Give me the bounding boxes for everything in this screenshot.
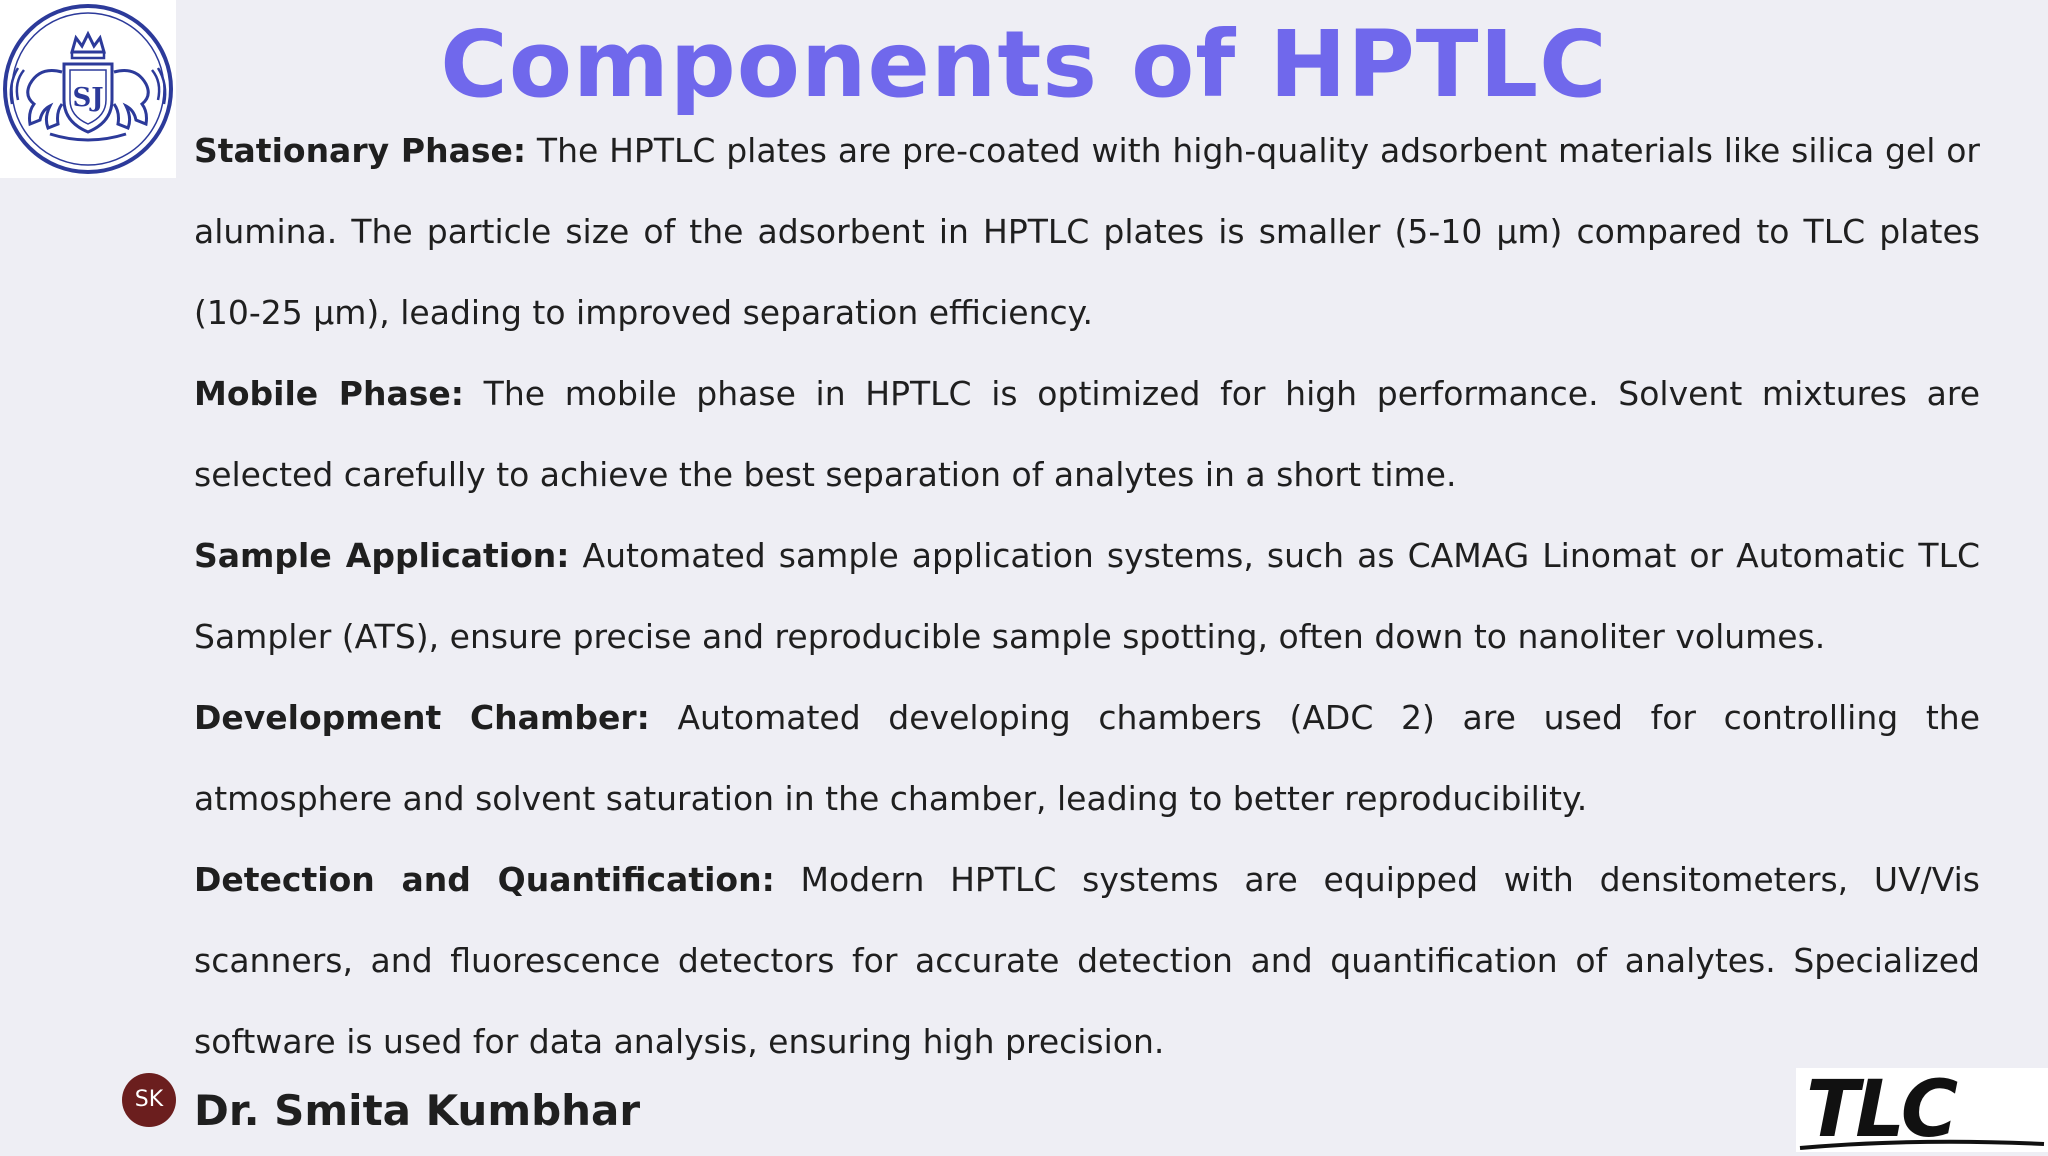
paragraph-text: The HPTLC plates are pre-coated with high-quality adsorbent materials like silica gel or alumina. The particle size of the adsorbent in HPTLC plates is smaller (5-10 µm) compared to TLC plates (10-25 µm), leading to improved separation efficiency. [194,131,1980,332]
paragraph-development-chamber [194,677,1980,839]
paragraph-text: The mobile phase in HPTLC is optimized for high performance. Solvent mixtures are selected carefully to achieve the best separation of analytes in a short time. [194,374,1981,494]
author-name: Dr. Smita Kumbhar [194,1086,641,1135]
paragraph-text: Modern HPTLC systems are equipped with densitometers, UV/Vis scanners, and fluorescence detectors for accurate detection and quantification of analytes. Specialized software is used for data analysis, ensuring high precision. [194,860,1980,1061]
paragraph-stationary-phase [194,110,1980,353]
tlc-logo [1796,1068,2048,1152]
svg-text:TLC: TLC [1806,1068,1955,1152]
paragraph-detection-quantification [194,839,1980,1082]
svg-text:SJ: SJ [72,83,104,113]
paragraph-heading: Stationary Phase: [194,131,527,170]
avatar: SK [122,1073,176,1127]
slide-body [194,110,1980,1082]
paragraph-heading: Development Chamber: [194,698,650,737]
tlc-logo-icon [1796,1068,2048,1152]
paragraph-mobile-phase [194,353,1980,515]
paragraph-sample-application [194,515,1980,677]
slide-title: Components of HPTLC [440,11,1608,118]
paragraph-heading: Mobile Phase: [194,374,464,413]
paragraph-text: Automated sample application systems, such as CAMAG Linomat or Automatic TLC Sampler (ATS), ensure precise and reproducible sample spotting, often down to nanoliter volumes. [194,536,1980,656]
paragraph-heading: Detection and Quantification: [194,860,775,899]
paragraph-text: Automated developing chambers (ADC 2) are used for controlling the atmosphere and solvent saturation in the chamber, leading to better reproducibility. [194,698,1981,818]
paragraph-heading: Sample Application: [194,536,570,575]
